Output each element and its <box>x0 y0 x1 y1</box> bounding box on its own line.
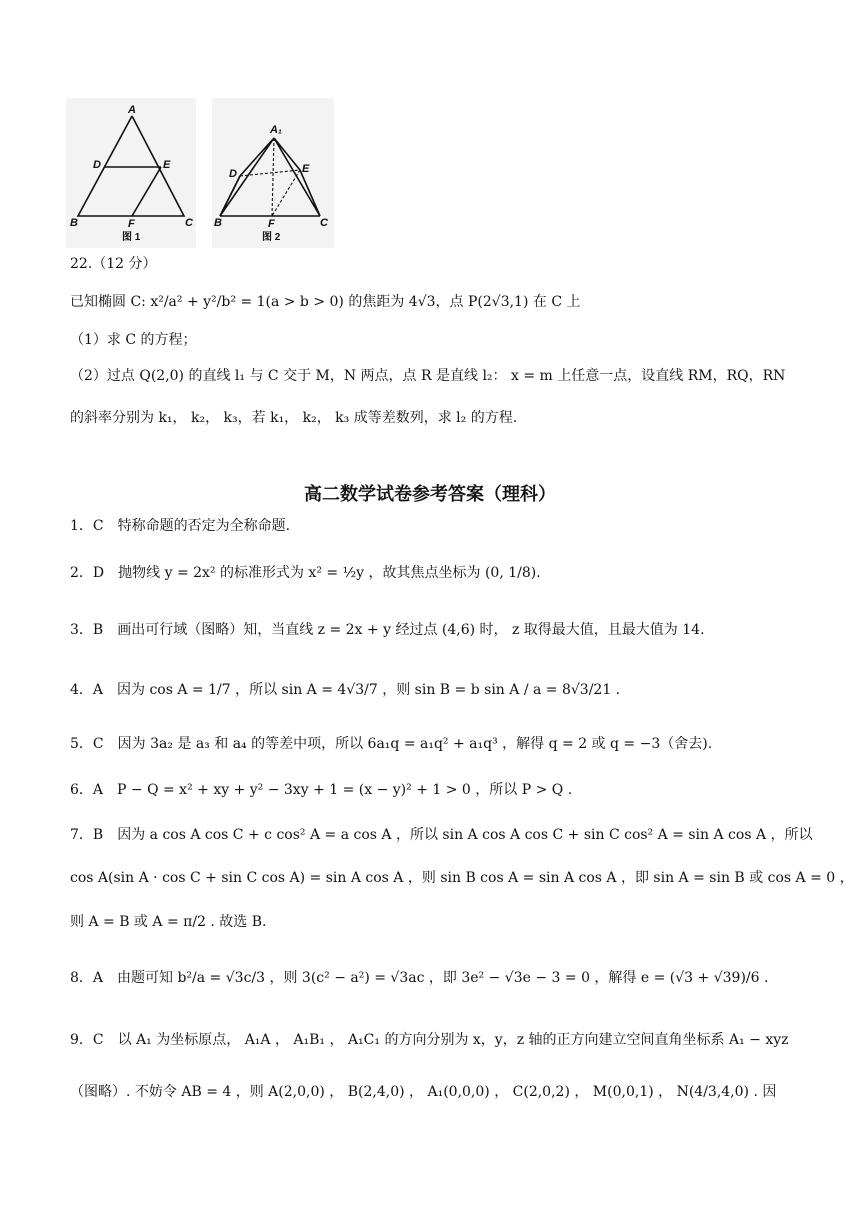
answer-7-line-2: cos A(sin A · cos C + sin C cos A) = sin A cos A ，则 sin B cos A = sin A cos A ，即 sin A = sin B 或 cos A = 0 ， <box>70 870 854 886</box>
answer-1: 1．C 特称命题的否定为全称命题. <box>70 518 291 534</box>
answer-5: 5．C 因为 3a₂ 是 a₃ 和 a₄ 的等差中项，所以 6a₁q = a₁q² + a₁q³ ，解得 q = 2 或 q = −3（舍去). <box>70 736 713 752</box>
answer-8: 8．A 由题可知 b²/a = √3c/3 ，则 3(c² − a²) = √3ac ，即 3e² − √3e − 3 = 0 ，解得 e = (√3 + √39)/6 . <box>70 970 769 986</box>
fig2-label-f: F <box>268 218 275 230</box>
answer-2: 2．D 抛物线 y = 2x² 的标准形式为 x² = ½y ，故其焦点坐标为 (0, 1/8). <box>70 565 541 581</box>
fig2-label-d: D <box>229 168 237 180</box>
answer-4: 4．A 因为 cos A = 1/7 ，所以 sin A = 4√3/7 ，则 sin B = b sin A / a = 8√3/21 . <box>70 682 621 698</box>
fig1-caption: 图 1 <box>122 232 141 243</box>
fig2-label-c: C <box>320 217 328 229</box>
problem-22-header: 22.（12 分） <box>70 256 157 272</box>
answer-3: 3．B 画出可行域（图略）知，当直线 z = 2x + y 经过点 (4,6) 时， z 取得最大值，且最大值为 14. <box>70 622 705 638</box>
figure-1 <box>66 98 196 248</box>
answer-9-line-1: 9．C 以 A₁ 为坐标原点， A₁A ， A₁B₁ ， A₁C₁ 的方向分别为 x，y，z 轴的正方向建立空间直角坐标系 A₁ − xyz <box>70 1032 789 1048</box>
problem-22-part-2-line-1: （2）过点 Q(2,0) 的直线 l₁ 与 C 交于 M，N 两点，点 R 是直线 l₂： x = m 上任意一点，设直线 RM，RQ，RN <box>70 368 786 384</box>
answer-7-line-1: 7．B 因为 a cos A cos C + c cos² A = a cos A ，所以 sin A cos A cos C + sin C cos² A = sin A cos A ，所以 <box>70 827 813 843</box>
answer-6: 6．A P − Q = x² + xy + y² − 3xy + 1 = (x − y)² + 1 > 0 ，所以 P > Q . <box>70 782 573 798</box>
answer-7-line-3: 则 A = B 或 A = π/2 . 故选 B. <box>70 914 267 930</box>
figure-2 <box>212 98 334 248</box>
problem-22-part-2-line-2: 的斜率分别为 k₁， k₂， k₃，若 k₁， k₂， k₃ 成等差数列，求 l₂ 的方程. <box>70 410 518 426</box>
fig1-label-e: E <box>163 159 171 171</box>
fig1-label-c: C <box>185 217 193 229</box>
problem-22-statement: 已知椭圆 C: x²/a² + y²/b² = 1(a > b > 0) 的焦距为 4√3，点 P(2√3,1) 在 C 上 <box>70 294 581 310</box>
fig2-label-a1: A₁ <box>270 124 282 136</box>
problem-22-part-1: （1）求 C 的方程； <box>70 332 197 348</box>
fig1-label-f: F <box>128 218 135 230</box>
answers-title: 高二数学试卷参考答案（理科） <box>304 484 556 505</box>
answer-9-line-2: （图略）. 不妨令 AB = 4 ，则 A(2,0,0) ， B(2,4,0) ， A₁(0,0,0) ， C(2,0,2) ， M(0,0,1) ， N(4/3,4,0) . 因 <box>70 1084 777 1100</box>
fig1-label-a: A <box>128 104 136 116</box>
fig2-label-e: E <box>302 163 310 175</box>
fig1-label-d: D <box>93 159 101 171</box>
fig1-label-b: B <box>70 217 78 229</box>
fig2-caption: 图 2 <box>262 232 281 243</box>
fig2-label-b: B <box>214 217 222 229</box>
